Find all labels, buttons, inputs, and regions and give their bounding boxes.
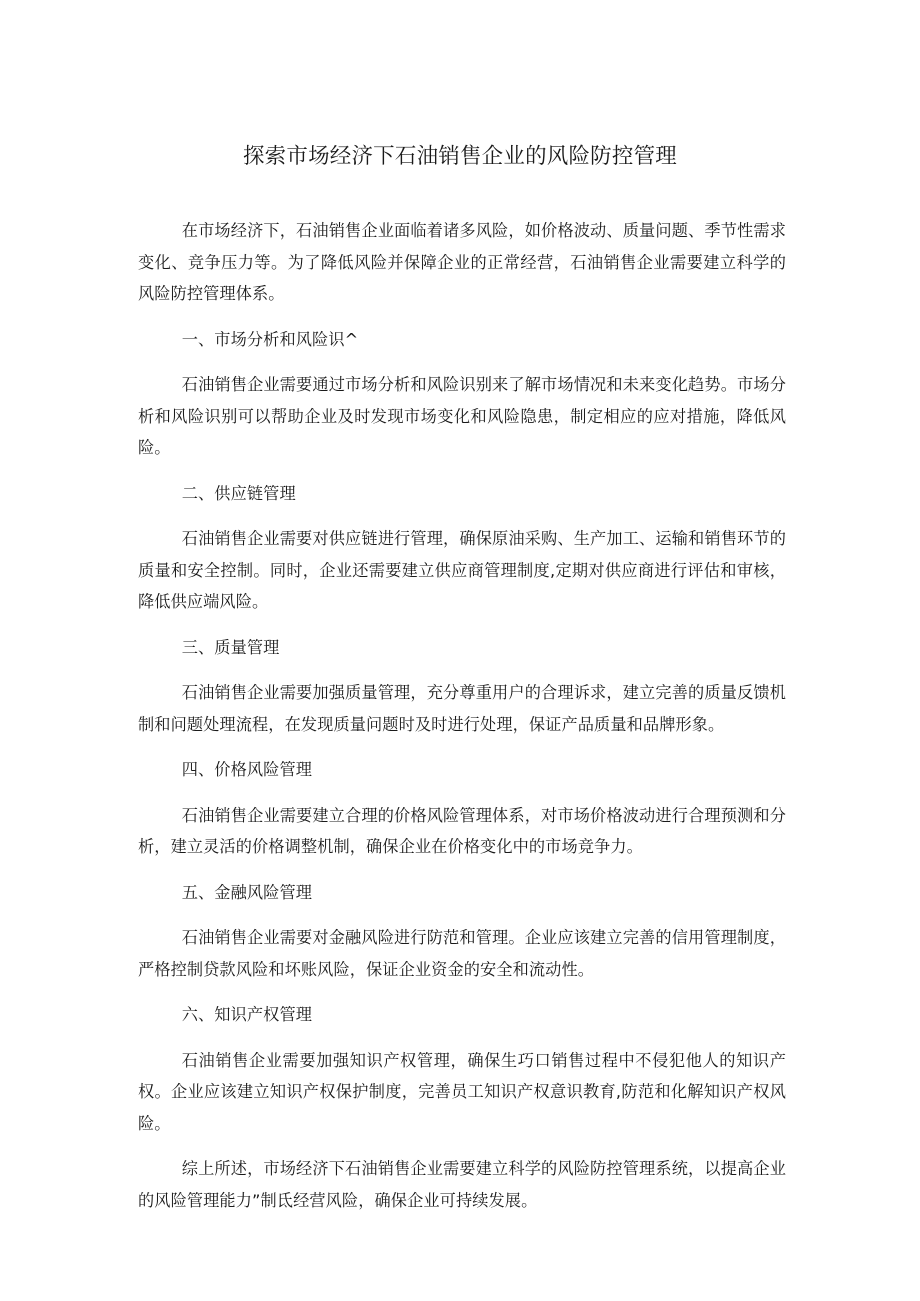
conclusion-paragraph: 综上所述，市场经济下石油销售企业需要建立科学的风险防控管理系统，以提高企业的风险管理能力”制氐经营风险，确保企业可持续发展。 <box>138 1159 786 1210</box>
section-heading-market-analysis: 一、市场分析和风险识^ <box>181 329 359 349</box>
section-heading-supply-chain: 二、供应链管理 <box>181 483 296 503</box>
section-heading-financial-risk: 五、金融风险管理 <box>181 882 313 902</box>
document-title: 探索市场经济下石油销售企业的风险防控管理 <box>242 144 677 169</box>
section-text-quality: 石油销售企业需要加强质量管理，充分尊重用户的合理诉求，建立完善的质量反馈机制和问题处理流程，在发现质量问题时及时进行处理，保证产品质量和品牌形象。 <box>138 683 786 734</box>
section-text-ip: 石油销售企业需要加强知识产权管理，确保生巧口销售过程中不侵犯他人的知识产权。企业应该建立知识产权保护制度，完善员工知识产权意识教育,防范和化解知识产权风险。 <box>138 1050 786 1133</box>
section-heading-price-risk: 四、价格风险管理 <box>181 760 313 779</box>
intro-paragraph: 在市场经济下，石油销售企业面临着诸多风险，如价格波动、质量问题、季节性需求变化、竞争压力等。为了降低风险并保障企业的正常经营，石油销售企业需要建立科学的风险防控管理体系。 <box>138 221 786 303</box>
document-body <box>138 215 786 1230</box>
section-heading-ip: 六、知识产权管理 <box>181 1005 313 1024</box>
section-text-financial-risk: 石油销售企业需要对金融风险进行防范和管理。企业应该建立完善的信用管理制度，严格控制贷款风险和坏账风险，保证企业资金的安全和流动性。 <box>138 928 786 979</box>
section-text-market-analysis: 石油销售企业需要通过市场分析和风险识别来了解市场情况和未来变化趋势。市场分析和风险识别可以帮助企业及时发现市场变化和风险隐患，制定相应的应对措施，降低风险。 <box>138 375 786 457</box>
section-text-supply-chain: 石油销售企业需要对供应链进行管理，确保原油采购、生产加工、运输和销售环节的质量和安全控制。同时，企业还需要建立供应商管理制度,定期对供应商进行评估和审核，降低供应端风险。 <box>138 529 786 611</box>
section-heading-quality: 三、质量管理 <box>181 637 280 657</box>
section-text-price-risk: 石油销售企业需要建立合理的价格风险管理体系，对市场价格波动进行合理预测和分析，建立灵活的价格调整机制，确保企业在价格变化中的市场竞争力。 <box>138 805 786 856</box>
